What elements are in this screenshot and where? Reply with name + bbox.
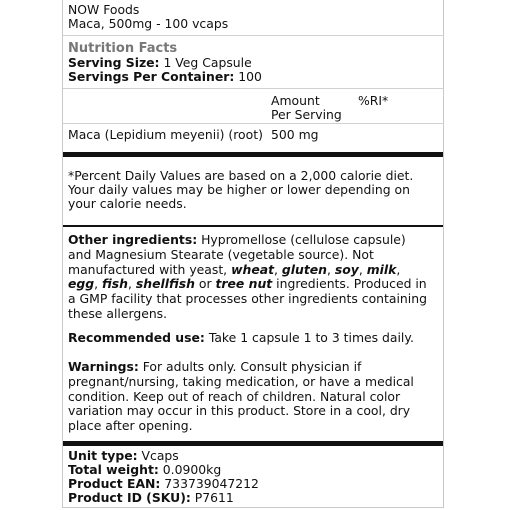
total-weight-label: Total weight: bbox=[68, 462, 159, 477]
thick-rule bbox=[63, 152, 443, 157]
product-sku bbox=[68, 491, 234, 505]
nutrient-name: Maca (Lepidium meyenii) (root) bbox=[68, 127, 263, 142]
product-sku-value: P7611 bbox=[190, 490, 234, 505]
unit-type-value: Vcaps bbox=[137, 448, 179, 463]
ingredients-block: Other ingredients: Hypromellose (cellulose capsule) and Magnesium Stearate (vegetable source). Not manufactured with yeast, wheat, gluten, soy, milk, egg, fish, shellfish or tree nut ingredients. Produced in a GMP facility that processes other ingredients containing these allergens. bbox=[68, 233, 439, 322]
column-amount-sub: Per Serving bbox=[271, 107, 342, 122]
footnote-line: your calorie needs. bbox=[68, 196, 187, 211]
serving-size-label: Serving Size: bbox=[68, 55, 160, 70]
bottom-border bbox=[63, 507, 443, 508]
ingredients-label: Other ingredients: bbox=[68, 232, 198, 247]
footnote-line: *Percent Daily Values are based on a 2,000 calorie diet. bbox=[68, 168, 414, 183]
column-ri: %RI* bbox=[358, 93, 389, 108]
ingredients-text: Hypromellose (cellulose capsule) bbox=[197, 232, 406, 247]
warnings-text: For adults only. Consult physician if bbox=[138, 359, 362, 374]
ingredients-text: or bbox=[194, 276, 216, 292]
serving-size-value: 1 Veg Capsule bbox=[163, 55, 252, 70]
brand-name: NOW Foods bbox=[68, 2, 140, 17]
allergen: tree nut bbox=[215, 276, 273, 292]
warnings-text: place after opening. bbox=[68, 418, 193, 434]
divider bbox=[63, 123, 443, 124]
product-sku-label: Product ID (SKU): bbox=[68, 490, 191, 505]
warnings-label: Warnings: bbox=[68, 359, 139, 374]
allergen: milk bbox=[366, 261, 397, 277]
unit-type-label: Unit type: bbox=[68, 448, 138, 463]
recommended-use bbox=[68, 331, 439, 346]
ingredients-text: and Magnesium Stearate (vegetable source). Not bbox=[68, 246, 374, 262]
footnote-line: Your daily values may be higher or lower depending on bbox=[68, 182, 410, 197]
recommended-text: Take 1 capsule 1 to 3 times daily. bbox=[204, 330, 414, 345]
total-weight-value: 0.0900kg bbox=[158, 462, 222, 477]
ingredients-text: these allergens. bbox=[68, 305, 168, 321]
ingredients-text: ingredients. Produced in bbox=[272, 276, 427, 292]
allergen: shellfish bbox=[135, 276, 195, 292]
warnings-block bbox=[68, 360, 439, 434]
recommended-label: Recommended use: bbox=[68, 330, 205, 345]
thick-rule bbox=[63, 441, 443, 446]
column-amount: Amount bbox=[271, 93, 320, 108]
divider bbox=[63, 88, 443, 89]
allergen: soy bbox=[334, 261, 359, 277]
allergen: egg bbox=[68, 276, 95, 292]
ingredients-text: manufactured with yeast, bbox=[68, 261, 232, 277]
allergen: wheat bbox=[231, 261, 275, 277]
divider bbox=[63, 35, 443, 36]
servings-label: Servings Per Container: bbox=[68, 69, 235, 84]
facts-title: Nutrition Facts bbox=[68, 41, 178, 56]
product-ean-label: Product EAN: bbox=[68, 476, 161, 491]
supplement-label bbox=[62, 0, 444, 508]
warnings-text: variation may occur in this product. Store in a cool, dry bbox=[68, 403, 411, 419]
product-name: Maca, 500mg - 100 vcaps bbox=[68, 16, 229, 31]
rule bbox=[63, 225, 443, 227]
product-ean-value: 733739047212 bbox=[160, 476, 259, 491]
ingredients-text: a GMP facility that processes other ingredients containing bbox=[68, 291, 427, 307]
warnings-text: condition. Keep out of reach of children. Natural color bbox=[68, 388, 401, 404]
allergen: gluten bbox=[281, 261, 328, 277]
warnings-text: pregnant/nursing, taking medication, or have a medical bbox=[68, 373, 414, 389]
nutrient-amount: 500 mg bbox=[271, 127, 319, 142]
servings-value: 100 bbox=[238, 69, 262, 84]
allergen: fish bbox=[102, 276, 128, 292]
servings-per-container bbox=[68, 70, 262, 84]
